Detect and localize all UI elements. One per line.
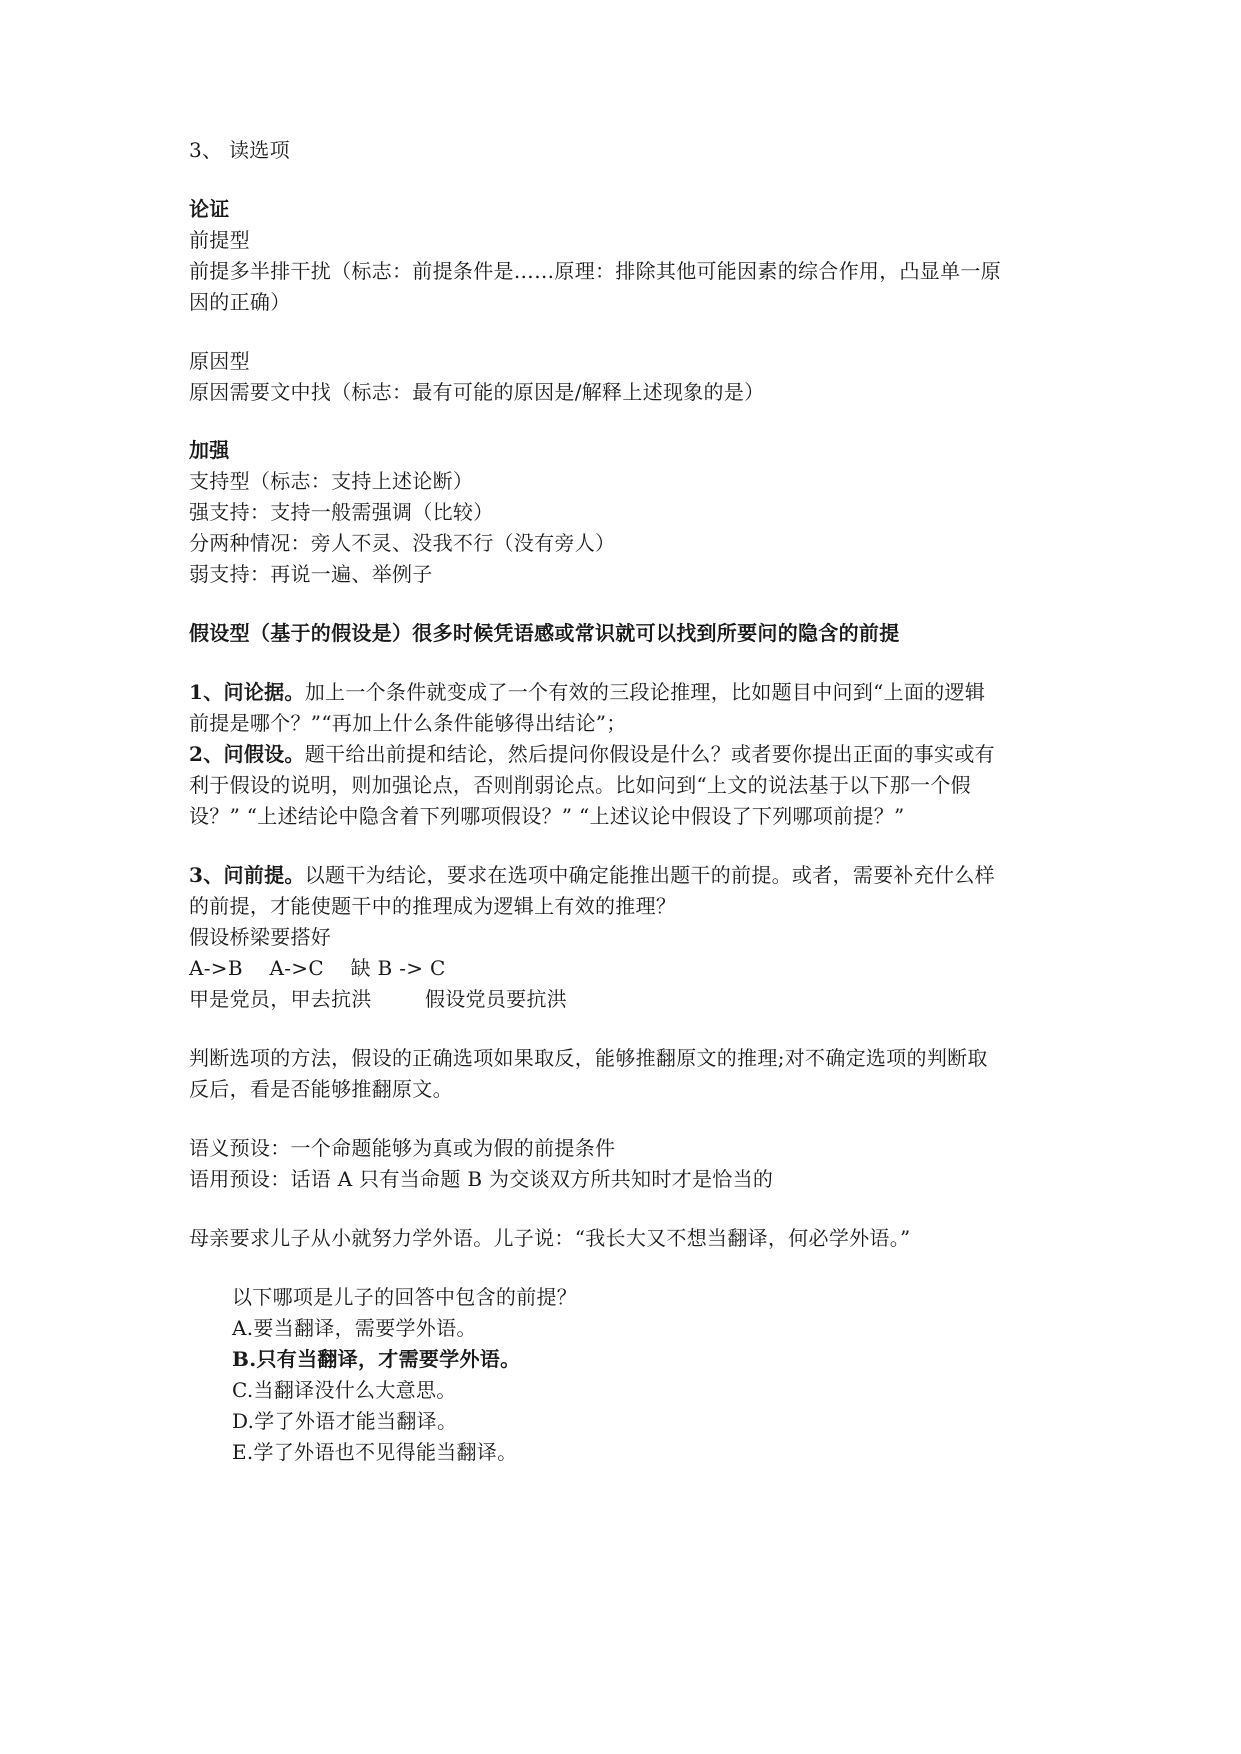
judge-method-line2: 反后，看是否能够推翻原文。 [189,1077,453,1101]
heading-jiaqiang: 加强 [189,438,230,462]
option-d: D.学了外语才能当翻译。 [232,1409,458,1433]
ask-assumption-label: 2、问假设。 [189,742,305,766]
ask-evidence-text: 加上一个条件就变成了一个有效的三段论推理，比如题目中问到“上面的逻辑 [304,680,986,704]
premise-type-label: 前提型 [189,228,250,252]
two-cases-line: 分两种情况：旁人不灵、没我不行（没有旁人） [189,531,616,555]
weak-support-line: 弱支持：再说一遍、举例子 [189,562,433,586]
ask-evidence-label: 1、问论据。 [189,680,305,704]
ask-assumption-text: 题干给出前提和结论，然后提问你假设是什么？或者要你提出正面的事实或有 [304,742,995,766]
paragraph-ask-assumption-line1 [189,738,995,770]
semantic-presupposition: 语义预设：一个命题能够为真或为假的前提条件 [189,1136,616,1160]
premise-type-desc-line2: 因的正确） [189,290,291,314]
paragraph-ask-assumption-line3: 设？” “上述结论中隐含着下列哪项假设？” “上述议论中假设了下列哪项前提？” [189,804,905,828]
paragraph-ask-evidence-line2: 前提是哪个？”“再加上什么条件能够得出结论”； [189,711,627,735]
paragraph-ask-premise-line1 [189,859,995,891]
paragraph-ask-assumption-line2: 利于假设的说明，则加强论点，否则削弱论点。比如问到“上文的说法基于以下那一个假 [189,773,971,797]
judge-method-line1: 判断选项的方法，假设的正确选项如果取反，能够推翻原文的推理;对不确定选项的判断取 [189,1046,988,1070]
ask-premise-text: 以题干为结论，要求在选项中确定能推出题干的前提。或者，需要补充什么样 [304,863,995,887]
paragraph-ask-evidence-line1 [189,676,985,708]
option-c: C.当翻译没什么大意思。 [232,1378,457,1402]
heading-lunzheng: 论证 [189,197,230,221]
heading-assumption-type: 假设型（基于的假设是）很多时候凭语感或常识就可以找到所要问的隐含的前提 [189,621,900,645]
example-line: 甲是党员，甲去抗洪 假设党员要抗洪 [189,987,568,1011]
option-b: B.只有当翻译，才需要学外语。 [232,1347,521,1371]
pragmatic-presupposition: 语用预设：话语 A 只有当命题 B 为交谈双方所共知时才是恰当的 [189,1167,774,1191]
option-a: A.要当翻译，需要学外语。 [232,1316,477,1340]
cause-type-desc: 原因需要文中找（标志：最有可能的原因是/解释上述现象的是） [189,380,765,404]
premise-type-desc-line1: 前提多半排干扰（标志：前提条件是……原理：排除其他可能因素的综合作用，凸显单一原 [189,259,1001,283]
paragraph-ask-premise-line2: 的前提，才能使题干中的推理成为逻辑上有效的推理？ [189,894,677,918]
strong-support-line: 强支持：支持一般需强调（比较） [189,500,494,524]
question-prompt: 以下哪项是儿子的回答中包含的前提？ [232,1285,578,1309]
bridge-line: 假设桥梁要搭好 [189,925,332,949]
option-e: E.学了外语也不见得能当翻译。 [232,1440,518,1464]
cause-type-label: 原因型 [189,349,250,373]
question-stem: 母亲要求儿子从小就努力学外语。儿子说：“我长大又不想当翻译，何必学外语。” [189,1226,911,1250]
support-type-line: 支持型（标志：支持上述论断） [189,469,474,493]
section-heading-read-options: 3、 读选项 [189,138,290,162]
ask-premise-label: 3、问前提。 [189,863,305,887]
formula-line: A->B A->C 缺 B -> C [189,956,446,980]
